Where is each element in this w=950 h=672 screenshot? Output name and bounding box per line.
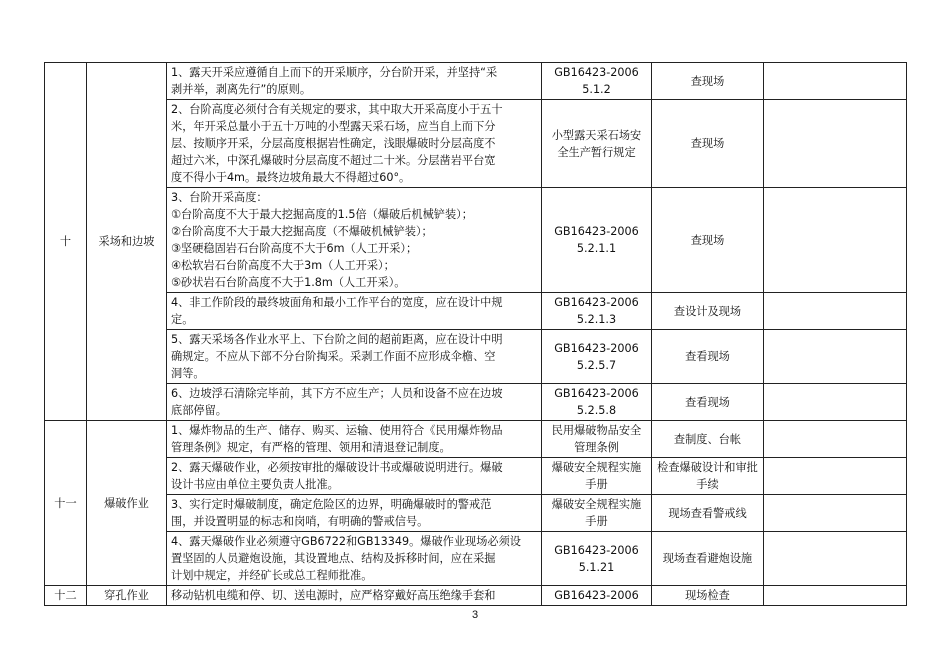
standard-line: 全生产暂行规定: [557, 145, 636, 159]
standard-line: GB16423-2006: [554, 341, 639, 355]
requirement-line: 洞等。: [171, 367, 205, 380]
table-row: [45, 100, 907, 188]
standard-cell: [542, 293, 652, 330]
requirement-cell: [167, 384, 542, 421]
result-cell: [764, 586, 907, 606]
requirement-cell: [167, 63, 542, 100]
table-row: [45, 495, 907, 532]
standard-cell: [542, 532, 652, 586]
method-cell: 现场查看警戒线: [652, 495, 764, 532]
standard-line: 手册: [585, 515, 608, 528]
table-row: [45, 330, 907, 384]
method-cell: 查现场: [652, 63, 764, 100]
result-cell: [764, 188, 907, 293]
standard-cell: [542, 188, 652, 293]
result-cell: [764, 63, 907, 100]
requirement-line: 6、边坡浮石清除完毕前，其下方不应生产；人员和设备不应在边坡: [171, 387, 503, 400]
requirement-line: 设计书应由单位主要负责人批准。: [171, 478, 339, 491]
standard-line: GB16423-2006: [554, 543, 639, 557]
requirement-line: 2、露天爆破作业，必须按审批的爆破设计书或爆破说明进行。爆破: [171, 461, 503, 474]
result-cell: [764, 384, 907, 421]
result-cell: [764, 495, 907, 532]
section-category: 爆破作业: [87, 421, 167, 586]
standard-line: 爆破安全规程实施: [551, 461, 642, 474]
requirement-cell: [167, 586, 542, 606]
standard-line: 手册: [585, 478, 608, 491]
standard-line: 5.2.1.3: [576, 313, 617, 326]
method-cell: 现场查看避炮设施: [652, 532, 764, 586]
section-number: 十一: [45, 421, 87, 586]
requirement-line: 1、露天开采应遵循自上而下的开采顺序，分台阶开采，并坚持“采: [171, 66, 498, 79]
standard-cell: [542, 586, 652, 606]
method-cell: 查看现场: [652, 384, 764, 421]
standard-line: GB16423-2006: [554, 66, 639, 79]
result-cell: [764, 421, 907, 458]
standard-cell: [542, 421, 652, 458]
requirement-cell: [167, 100, 542, 188]
requirement-cell: [167, 458, 542, 495]
method-cell: 查看现场: [652, 330, 764, 384]
requirement-cell: [167, 421, 542, 458]
standard-line: GB16423-2006: [554, 589, 639, 602]
requirement-cell: [167, 188, 542, 293]
standard-cell: [542, 458, 652, 495]
requirement-line: 4、非工作阶段的最终坡面角和最小工作平台的宽度，应在设计中规: [171, 296, 503, 309]
section-number: 十二: [45, 586, 87, 606]
table-row: [45, 421, 907, 458]
table-row: [45, 586, 907, 606]
requirement-line: 围，并设置明显的标志和岗哨，有明确的警戒信号。: [171, 515, 429, 528]
requirement-line: 2、台阶高度必须付合有关规定的要求，其中取大开采高度小于五十: [171, 103, 503, 116]
requirement-line: 4、露天爆破作业必须遵守GB6722和GB13349。爆破作业现场必须设: [171, 535, 521, 548]
standard-line: GB16423-2006: [554, 387, 639, 400]
standard-line: 5.2.1.1: [576, 242, 617, 255]
standard-cell: [542, 330, 652, 384]
standard-line: 5.1.21: [578, 560, 615, 574]
requirement-line: 剥并举，剥离先行”的原则。: [171, 83, 312, 96]
requirement-line: 底部停留。: [171, 404, 227, 417]
standard-line: 小型露天采石场安: [551, 128, 642, 142]
requirement-line: 3、实行定时爆破制度，确定危险区的边界，明确爆破时的警戒范: [171, 498, 492, 511]
page-number: 3: [471, 609, 479, 621]
requirement-line: 5、露天采场各作业水平上、下台阶之间的超前距离，应在设计中明: [171, 333, 503, 346]
requirement-line: 计划中规定，并经矿长或总工程师批准。: [171, 569, 373, 582]
requirement-line: ②台阶高度不大于最大挖掘高度（不爆破机械铲装）；: [171, 225, 433, 238]
method-cell: 现场检查: [652, 586, 764, 606]
requirement-line: 移动钻机电缆和停、切、送电源时，应严格穿戴好高压绝缘手套和: [171, 589, 496, 602]
requirement-cell: [167, 293, 542, 330]
requirement-line: 米，年开采总量小于五十万吨的小型露天采石场，应当自上而下分: [171, 120, 496, 133]
requirement-line: ③坚硬稳固岩石台阶高度不大于6m（人工开采）；: [171, 242, 418, 255]
method-cell: 检查爆破设计和审批手续: [652, 458, 764, 495]
requirement-cell: [167, 495, 542, 532]
result-cell: [764, 330, 907, 384]
result-cell: [764, 293, 907, 330]
requirement-line: 度不得小于4m。最终边坡角最大不得超过60°。: [171, 171, 411, 184]
requirement-line: 3、台阶开采高度：: [171, 191, 268, 204]
requirement-line: 层、按顺序开采，分层高度根据岩性确定，浅眼爆破时分层高度不: [171, 137, 496, 150]
standard-line: 民用爆破物品安全: [551, 424, 642, 437]
standard-cell: [542, 384, 652, 421]
standard-line: 5.2.5.7: [576, 358, 617, 372]
method-cell: 查制度、台帐: [652, 421, 764, 458]
requirement-line: 定。: [171, 313, 194, 326]
requirement-line: ④松软岩石台阶高度不大于3m（人工开采）；: [171, 259, 395, 272]
result-cell: [764, 458, 907, 495]
standard-line: GB16423-2006: [554, 296, 639, 309]
inspection-table: [44, 62, 907, 606]
requirement-line: 超过六米，中深孔爆破时分层高度不超过二十米。分层凿岩平台宽: [171, 154, 496, 167]
method-cell: 查现场: [652, 100, 764, 188]
section-category: 穿孔作业: [87, 586, 167, 606]
requirement-line: 确规定。不应从下部不分台阶掏采。采剥工作面不应形成伞檐、空: [171, 350, 496, 363]
table-row: [45, 458, 907, 495]
result-cell: [764, 100, 907, 188]
standard-cell: [542, 495, 652, 532]
standard-cell: [542, 63, 652, 100]
standard-line: 5.2.5.8: [576, 404, 617, 417]
requirement-line: 管理条例》规定，有严格的管理、领用和清退登记制度。: [171, 441, 451, 454]
table-row: [45, 384, 907, 421]
requirement-cell: [167, 330, 542, 384]
requirement-line: ①台阶高度不大于最大挖掘高度的1.5倍（爆破后机械铲装）；: [171, 208, 473, 221]
requirement-line: ⑤砂状岩石台阶高度不大于1.8m（人工开采）。: [171, 276, 406, 289]
standard-line: GB16423-2006: [554, 225, 639, 238]
method-cell: 查现场: [652, 188, 764, 293]
table-row: [45, 188, 907, 293]
requirement-cell: [167, 532, 542, 586]
requirement-line: 1、爆炸物品的生产、储存、购买、运输、使用符合《民用爆炸物品: [171, 424, 503, 437]
requirement-line: 置坚固的人员避炮设施，其设置地点、结构及拆移时间，应在采掘: [171, 552, 496, 565]
table-row: [45, 532, 907, 586]
standard-line: 爆破安全规程实施: [551, 498, 642, 511]
table-row: [45, 293, 907, 330]
result-cell: [764, 532, 907, 586]
method-cell: 查设计及现场: [652, 293, 764, 330]
section-category: 采场和边坡: [87, 63, 167, 421]
standard-line: 5.1.2: [582, 83, 611, 96]
standard-line: 管理条例: [574, 441, 619, 454]
table-row: [45, 63, 907, 100]
standard-cell: [542, 100, 652, 188]
section-number: 十: [45, 63, 87, 421]
